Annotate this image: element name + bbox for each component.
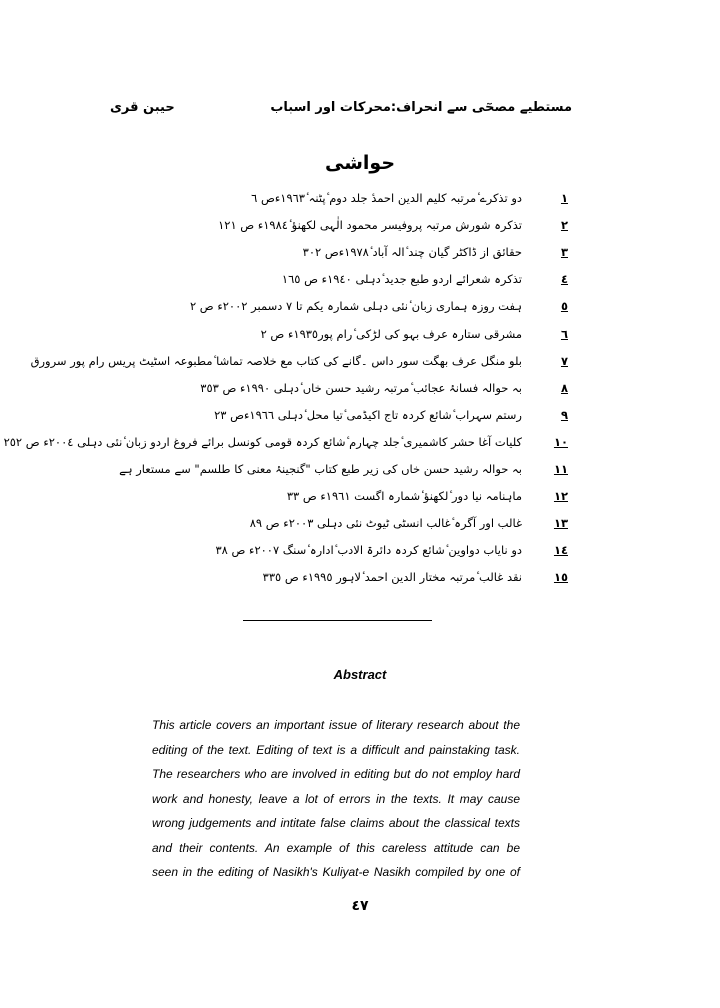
- footnote-text: تذکرہ شعرائے اردو طبع جدید ٔدہلی ١٩٤٠ء ص ١٦٥: [281, 272, 522, 286]
- footnote-number: ٦: [560, 327, 568, 341]
- footnote-text: ماہنامہ نیا دور ٔلکھنؤ ٔشمارہ اگست ١٩٦١ء ص ٣٣: [286, 489, 522, 503]
- abstract-line: This article covers an important issue of literary research about the: [152, 718, 520, 732]
- footnote-number: ٣: [560, 245, 568, 259]
- footnote-text: کلیات آغا حشر کاشمیری ٔجلد چہارم ٔشائع کردہ قومی کونسل برائے فروغ اردو زبان ٔنئی دہلی ٢٠٠٤ء ص ٢٥٢: [3, 435, 522, 449]
- footnote-text: حقائق از ڈاکٹر گیان چند ٔالہ آباد ٔ١٩٧٨ءص ٣٠٢: [302, 245, 522, 259]
- footnote-item: [148, 567, 568, 587]
- footnote-item: [148, 296, 568, 316]
- footnote-text: مشرقی ستارہ عرف بہو کی لڑکی ٔرام پور١٩٣٥ء ص ٢: [260, 327, 522, 341]
- footnote-number: ١٥: [553, 570, 568, 584]
- footnote-item: [148, 486, 568, 506]
- footnote-text: رستم سہراب ٔشائع کردہ تاج اکیڈمی ٔتیا محل ٔدہلی ١٩٦٦ءص ٢٣: [214, 408, 522, 422]
- footnote-item: [148, 324, 568, 344]
- footnote-text: دو تذکرے ٔمرتبہ کلیم الدین احمدٔ جلد دوم ٔپٹنہ ٔ١٩٦٣ءص ٦: [251, 191, 522, 205]
- footnote-item: [30, 351, 568, 371]
- footnote-number: ١٣: [553, 516, 568, 530]
- footnote-number: ١٠: [553, 435, 568, 449]
- abstract-title: Abstract: [333, 667, 387, 682]
- footnote-text: تذکرہ شورش مرتبہ پروفیسر محمود الٰہی لکھنؤ ٔ١٩٨٤ء ص ١٢١: [218, 218, 522, 232]
- footnote-item: [148, 513, 568, 533]
- footnote-text: بہ حوالہ فسانۂ عجائب ٔمرتبہ رشید حسن خاں ٔدہلی ١٩٩٠ء ص ٣٥٣: [200, 381, 522, 395]
- footnote-item: [119, 459, 568, 479]
- footnote-item: [148, 405, 568, 425]
- page-number: ٤٧: [351, 898, 369, 914]
- footnote-number: ٢: [560, 218, 568, 232]
- footnote-item: [148, 378, 568, 398]
- abstract-line: editing of the text. Editing of text is a difficult and painstaking task.: [152, 742, 520, 757]
- footnote-text: نقد غالب ٔمرتبہ مختار الدین احمد ٔلاہور ١٩٩٥ء ص ٣٣٥: [262, 570, 522, 584]
- footnote-number: ٨: [560, 381, 568, 395]
- footnote-text: ہفت روزہ ہماری زبان ٔنئی دہلی شمارہ یکم تا ٧ دسمبر ٢٠٠٢ء ص ٢: [189, 299, 522, 313]
- footnote-number: ١: [560, 191, 568, 205]
- footnote-item: [3, 432, 568, 452]
- footnote-number: ٤: [560, 272, 568, 286]
- abstract-line: wrong judgements and intitate false claims about the classical texts: [152, 816, 520, 830]
- footnote-number: ٧: [560, 354, 568, 368]
- separator-rule: [243, 620, 432, 621]
- footnote-number: ١١: [553, 462, 568, 476]
- footnote-item: [148, 215, 568, 235]
- footnote-number: ٥: [560, 299, 568, 313]
- abstract-line: The researchers who are involved in editing but do not employ hard: [152, 767, 520, 781]
- abstract-line: seen in the editing of Nasikh's Kuliyat-e Nasikh compiled by one of: [152, 865, 520, 879]
- footnote-number: ١٢: [553, 489, 568, 503]
- footnote-number: ٩: [560, 408, 568, 422]
- abstract-line: and their contents. An example of this careless attitude can be: [152, 840, 520, 855]
- footnote-item: [148, 188, 568, 208]
- footnote-number: ١٤: [553, 543, 568, 557]
- abstract-body: [152, 713, 520, 885]
- footnote-item: [148, 242, 568, 262]
- footnote-text: غالب اور آگرہ ٔغالب انسٹی ٹیوٹ نئی دہلی ٢٠٠٣ء ص ٨٩: [249, 516, 522, 530]
- abstract-line: work and honesty, leave a lot of errors in the texts. It may cause: [152, 791, 520, 806]
- footnote-text: دو نایاب دواوین ٔشائع کردہ دائرۃ الادب ٔادارہ ٔسنگ ٢٠٠٧ء ص ٣٨: [215, 543, 522, 557]
- notes-heading: حواشی: [324, 152, 396, 174]
- footnote-text: بہ حوالہ رشید حسن خاں کی زیر طبع کتاب "گنجینۂ معنی کا طلسم" سے مستعار ہے: [119, 462, 522, 476]
- footnote-item: [148, 269, 568, 289]
- running-header-author: حیبن قری: [110, 100, 175, 115]
- footnote-text: بلو منگل عرف بھگت سور داس ۔گانے کی کتاب مع خلاصہ تماشا ٔمطبوعہ اسٹیٹ پریس رام پور سرورق: [30, 354, 522, 368]
- running-header-title: مستطیے مصحٓی سے انحراف:محرکات اور اسباب: [270, 100, 572, 115]
- footnote-item: [148, 540, 568, 560]
